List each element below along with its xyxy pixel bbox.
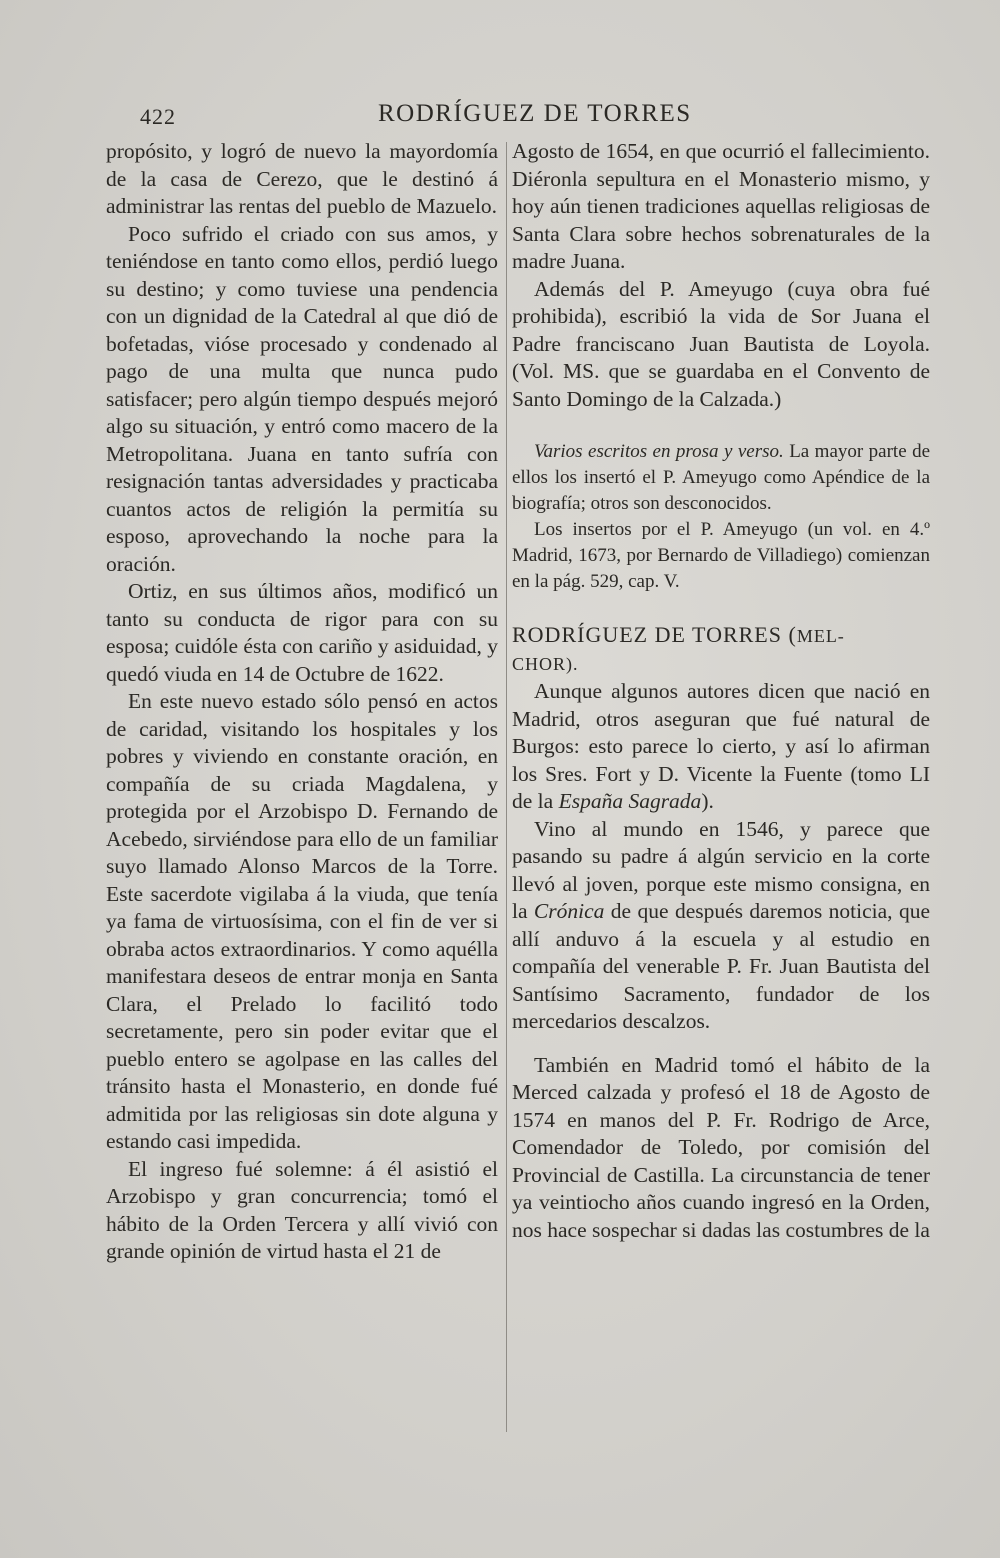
page-header [110,100,930,136]
works-paragraph [512,439,930,517]
right-paragraph-3-text: Aunque algunos autores dicen que nació en Madrid, otros aseguran que fué natural de Burgos: esto parece lo cierto, y así lo afirman los Sres. Fort y D. Vicente la Fuente (tomo LI de la [512,679,930,813]
right-paragraph-1: Agosto de 1654, en que ocurrió el fallecimiento. Diéronla sepultura en el Monasterio mismo, y hoy aún tienen tradiciones aquellas religiosas de Santa Clara sobre hechos sobrenaturales de la madre Juana. [512,139,930,273]
left-paragraph-3: Ortiz, en sus últimos años, modificó un tanto su conducta de rigor para con su esposa; cuidóle ésta con cariño y asiduidad, y quedó viuda en 14 de Octubre de 1622. [106,579,498,686]
right-paragraph-4 [512,816,930,1036]
right-paragraph-5: También en Madrid tomó el hábito de la Merced calzada y profesó el 18 de Agosto de 1574 en manos del P. Fr. Rodrigo de Arce, Comendador de Toledo, por comisión del Provincial de Castilla. La circunstancia de tener ya veintiocho años cuando ingresó en la Orden, nos hace sospechar si dadas las costumbres de la [512,1052,930,1242]
entry-heading-continuation: CHOR). [512,653,579,674]
right-paragraph-3 [512,678,930,816]
spacer [512,413,930,439]
right-column [512,138,930,1244]
page-number: 422 [140,104,176,129]
spacer [512,1036,930,1052]
right-paragraph-2: Además del P. Ameyugo (cuya obra fué prohibida), escribió la vida de Sor Juana el Padre franciscano Juan Bautista de Loyola. (Vol. MS. que se guardaba en el Convento de Santo Domingo de la Calzada.) [512,276,930,411]
entry-heading-name: RODRÍGUEZ DE TORRES ( [512,622,797,647]
entry-heading-firstname: MEL- [796,626,845,646]
spacer [512,595,930,621]
left-paragraph-4: En este nuevo estado sólo pensó en actos de caridad, visitando los hospitales y los pobres y viviendo en constante oración, en compañía de su criada Magdalena, y protegida por el Arzobispo D. Fernando de Acebedo, sirviéndose para ello de un familiar suyo llamado Alonso Marcos de la Torre. Este sacerdote vigilaba á la viuda, que tenía ya fama de virtuosísima, con el fin de ver si obraba actos extraordinarios. Y como aquélla manifestara deseos de entrar monja en Santa Clara, el Prelado lo facilitó todo secretamente, pero sin poder evitar que el pueblo entero se agolpase en las calles del tránsito hasta el Monasterio, en donde fué admitida por las religiosas sin dote alguna y estando casi impedida. [106,689,498,1153]
running-head: RODRÍGUEZ DE TORRES [378,100,692,127]
right-paragraph-4-italic: Crónica [533,899,605,923]
entry-heading [512,621,930,651]
left-column [106,138,498,1266]
right-paragraph-3-end: ). [701,789,714,813]
works-text: La mayor parte de ellos los insertó el P. Ameyugo como Apéndice de la biografía; otros son desconocidos. [512,441,931,514]
left-paragraph-2: Poco sufrido el criado con sus amos, y teniéndose en tanto como ellos, perdió luego su destino; y como tuviese una pendencia con un dignidad de la Catedral al que dió de bofetadas, vióse procesado y condenado al pago de una multa que nunca pudo satisfacer; pero algún tiempo después mejoró algo su situación, y entró como macero de la Metropolitana. Juana en tanto sufría con resignación tantas adversidades y practicaba cuantos actos de religión la permitía su esposo, aprovechando la noche para la oración. [106,221,498,576]
right-paragraph-3-italic: España Sagrada [558,789,702,813]
column-divider [506,142,507,1432]
works-paragraph-2: Los insertos por el P. Ameyugo (un vol. en 4.º Madrid, 1673, por Bernardo de Villadiego) comienzan en la pág. 529, cap. V. [512,519,930,592]
left-paragraph-1: propósito, y logró de nuevo la mayordomía de la casa de Cerezo, que le destinó á administrar las rentas del pueblo de Mazuelo. [106,139,498,218]
right-paragraph-4-end: de que después daremos noticia, que allí anduvo á la escuela y al estudio en compañía del venerable P. Fr. Juan Bautista del Santísimo Sacramento, fundador de los mercedarios descalzos. [512,899,930,1033]
left-paragraph-5: El ingreso fué solemne: á él asistió el Arzobispo y gran concurrencia; tomó el hábito de la Orden Tercera y allí vivió con grande opinión de virtud hasta el 21 de [106,1156,498,1263]
works-title: Varios escritos en prosa y verso. [534,441,784,462]
right-paragraph-4-text: Vino al mundo en 1546, y parece que pasando su padre á algún servicio en la corte llevó al joven, porque este mismo consigna, en la [512,816,930,923]
